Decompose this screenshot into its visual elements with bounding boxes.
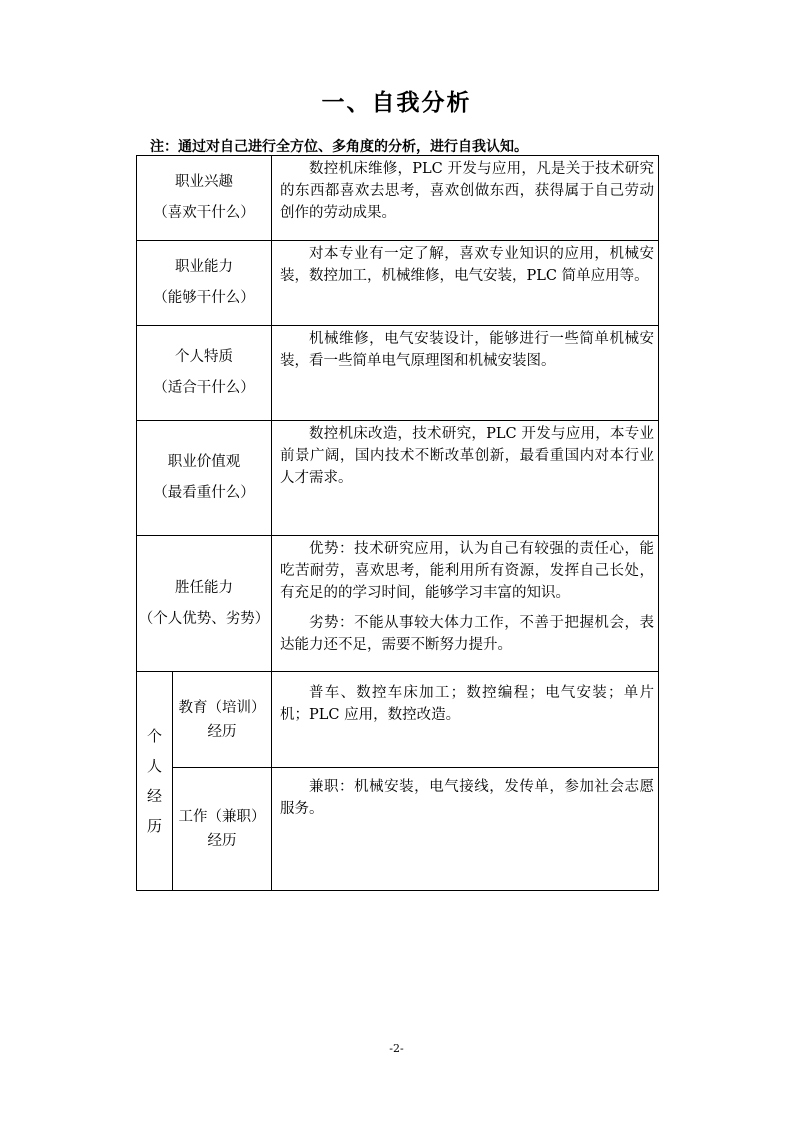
table-row	[137, 536, 659, 672]
work-content	[272, 768, 659, 891]
note-text: 注：通过对自己进行全方位、多角度的分析，进行自我认知。	[150, 139, 528, 155]
page-title: 一、自我分析	[321, 90, 472, 116]
row-label: 职业兴趣	[175, 174, 233, 190]
row-sublabel: （适合干什么）	[153, 380, 255, 396]
content-paragraph: 对本专业有一定了解，喜欢专业知识的应用，机械安装，数控加工，机械维修，电气安装，PLC 简单应用等。	[280, 246, 654, 284]
table-row	[137, 241, 659, 326]
content-paragraph: 数控机床改造，技术研究，PLC 开发与应用，本专业前景广阔，国内技术不断改革创新，最看重国内对本行业人才需求。	[280, 426, 654, 486]
row-sublabel: （最看重什么）	[153, 485, 255, 501]
row-content-ability	[272, 241, 659, 326]
row-sublabel: （喜欢干什么）	[153, 205, 255, 221]
page-number: -2-	[389, 1042, 404, 1055]
row-content-values	[272, 421, 659, 536]
table-row	[137, 156, 659, 241]
row-label: 个人特质	[175, 349, 233, 365]
content-paragraph: 数控机床维修，PLC 开发与应用，凡是关于技术研究的东西都喜欢去思考，喜欢创做东西，获得属于自己劳动创作的劳动成果。	[280, 161, 654, 221]
work-label: 工作（兼职） 经历	[173, 768, 272, 891]
table-row	[137, 326, 659, 421]
education-content	[272, 672, 659, 768]
experience-side-label: 个 人 经 历	[137, 672, 173, 891]
row-content-interest	[272, 156, 659, 241]
strengths-paragraph: 优势：技术研究应用，认为自己有较强的责任心，能吃苦耐劳，喜欢思考，能利用所有资源，发挥自己长处，有充足的的学习时间，能够学习丰富的知识。	[280, 541, 654, 601]
row-content-competence	[272, 536, 659, 672]
table-row	[137, 672, 659, 768]
table-row	[137, 421, 659, 536]
row-label: 职业价值观	[167, 454, 241, 470]
row-content-traits	[272, 326, 659, 421]
table-row	[137, 768, 659, 891]
content-paragraph: 兼职：机械安装，电气接线，发传单，参加社会志愿服务。	[280, 779, 654, 817]
weaknesses-paragraph: 劣势：不能从事较大体力工作，不善于把握机会，表达能力还不足，需要不断努力提升。	[280, 615, 654, 653]
row-sublabel: （能够干什么）	[153, 290, 255, 306]
content-paragraph: 机械维修，电气安装设计，能够进行一些简单机械安装，看一些简单电气原理图和机械安装图。	[280, 331, 654, 369]
row-label: 胜任能力	[175, 579, 233, 596]
row-label-traits	[137, 326, 272, 421]
row-label-competence	[137, 536, 272, 672]
row-sublabel: （个人优势、劣势）	[138, 610, 270, 627]
education-label: 教育（培训） 经历	[173, 672, 272, 768]
row-label-ability	[137, 241, 272, 326]
content-paragraph: 普车、数控车床加工；数控编程；电气安装；单片机；PLC 应用，数控改造。	[280, 685, 654, 723]
self-analysis-table	[136, 155, 659, 891]
row-label-interest	[137, 156, 272, 241]
row-label: 职业能力	[175, 259, 233, 275]
row-label-values	[137, 421, 272, 536]
